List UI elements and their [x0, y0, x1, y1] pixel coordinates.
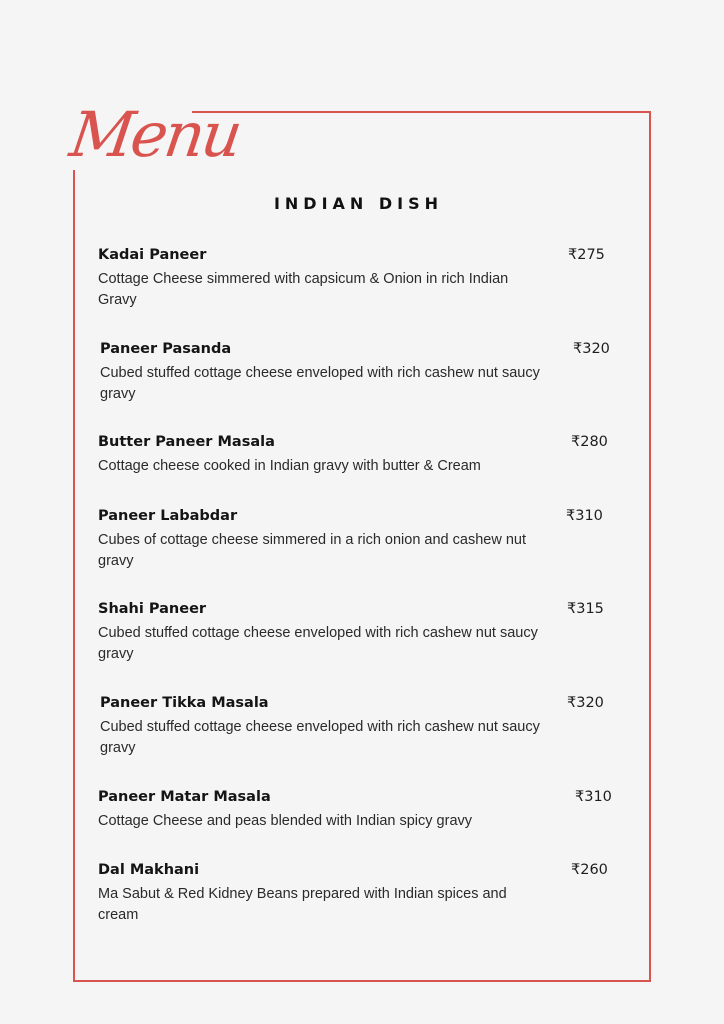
dish-description: Cottage Cheese and peas blended with Indian spicy gravy — [98, 813, 473, 829]
dish-item — [98, 861, 618, 925]
dish-name: Paneer Pasanda — [100, 341, 232, 357]
dish-name: Kadai Paneer — [98, 247, 207, 263]
dish-name: Butter Paneer Masala — [98, 434, 275, 450]
dish-price: ₹320 — [567, 695, 604, 711]
dish-description: Cubed stuffed cottage cheese enveloped with rich cashew nut saucy gravy — [100, 365, 540, 402]
dish-item — [98, 600, 618, 664]
dish-description: Cubes of cottage cheese simmered in a rich onion and cashew nut gravy — [98, 532, 526, 569]
dish-description: Cottage cheese cooked in Indian gravy with butter & Cream — [98, 458, 481, 474]
dish-name: Shahi Paneer — [98, 601, 207, 617]
dish-item — [98, 433, 618, 477]
dish-price: ₹320 — [573, 341, 610, 357]
dish-description: Ma Sabut & Red Kidney Beans prepared with Indian spices and cream — [98, 886, 507, 923]
dish-name: Paneer Tikka Masala — [100, 695, 269, 711]
section-heading: INDIAN DISH — [273, 194, 444, 213]
dish-name: Paneer Matar Masala — [98, 789, 271, 805]
dish-description: Cubed stuffed cottage cheese enveloped with rich cashew nut saucy gravy — [98, 625, 538, 662]
menu-script-title — [65, 84, 245, 174]
dish-name: Paneer Lababdar — [98, 508, 238, 524]
dish-item — [100, 340, 620, 404]
dish-item — [98, 507, 618, 571]
dish-price: ₹315 — [567, 601, 604, 617]
dish-price: ₹310 — [575, 789, 612, 805]
dish-item — [98, 788, 618, 832]
menu-title-text: Menu — [65, 98, 245, 171]
dish-name: Dal Makhani — [98, 862, 200, 878]
dish-item — [98, 246, 618, 310]
dish-price: ₹280 — [571, 434, 608, 450]
dish-description: Cottage Cheese simmered with capsicum & Onion in rich Indian Gravy — [98, 271, 509, 308]
dish-price: ₹310 — [566, 508, 603, 524]
dish-price: ₹260 — [571, 862, 608, 878]
dish-item — [100, 694, 620, 758]
dish-description: Cubed stuffed cottage cheese enveloped with rich cashew nut saucy gravy — [100, 719, 540, 756]
dish-price: ₹275 — [568, 247, 605, 263]
